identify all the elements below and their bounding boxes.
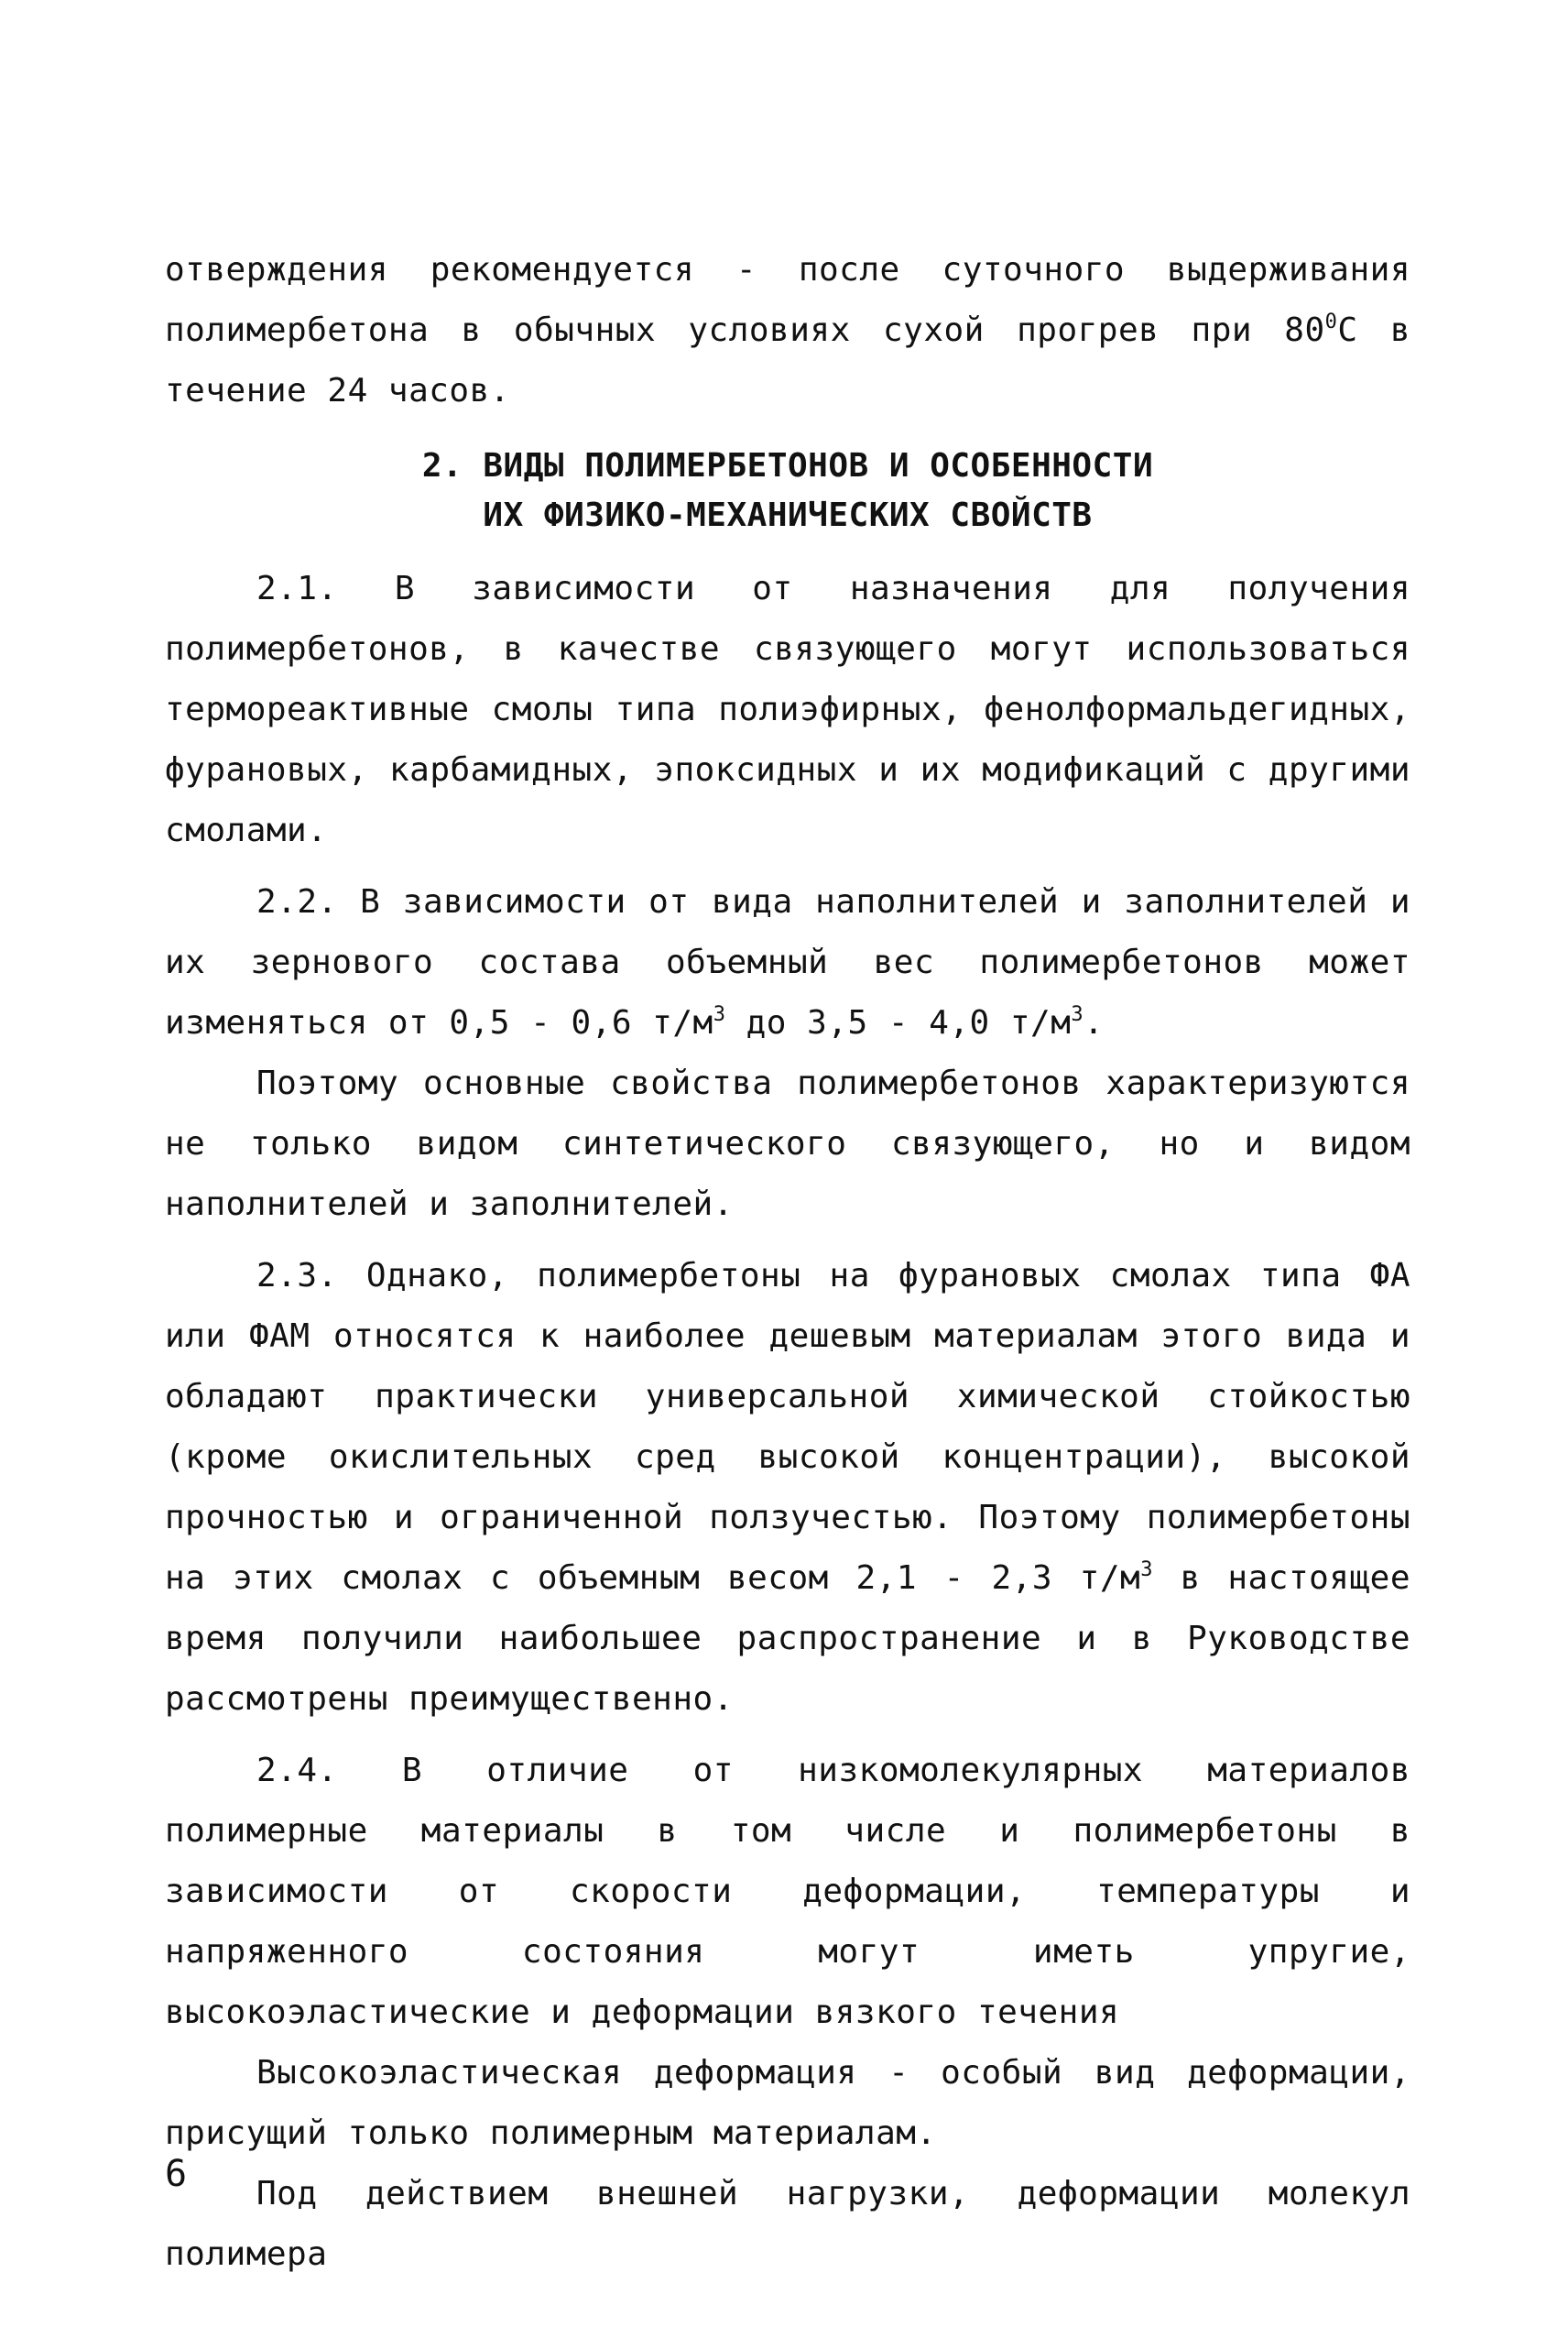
paragraph-2-1: 2.1. В зависимости от назначения для получения полимербетонов, в качестве связующего могут использоваться термореактивные смолы типа полиэфирных, фенолформальдегидных, фурановых, карбамидных, эпоксидных и их модификаций с другими смолами. — [165, 570, 1410, 849]
section-title-line-1: 2. ВИДЫ ПОЛИМЕРБЕТОНОВ И ОСОБЕННОСТИ — [421, 447, 1154, 485]
intro-paragraph — [165, 240, 1410, 421]
intro-text: отверждения рекомендуется - после суточного выдерживания полимербетона в обычных условиях сухой прогрев при $80^0С$ в течение 24 часов. — [165, 251, 1410, 410]
paragraph-2-4-continued: Высокоэластическая деформация - особый вид деформации, присущий только полимерным материалам. — [165, 2054, 1410, 2152]
section-title — [165, 442, 1410, 541]
paragraph-2-2-continued: Поэтому основные свойства полимербетонов характеризуются не только видом синтетического связующего, но и видом наполнителей и заполнителей. — [165, 1065, 1410, 1223]
paragraph-2-4: 2.4. В отличие от низкомолекулярных материалов полимерные материалы в том числе и полимербетоны в зависимости от скорости деформации, температуры и напряженного состояния могут иметь упругие, высокоэластические и деформации вязкого течения — [165, 1752, 1410, 2031]
page-number: 6 — [165, 2153, 188, 2195]
body-text — [165, 559, 1410, 2285]
paragraph-2-3: 2.3. Однако, полимербетоны на фурановых смолах типа ФА или ФАМ относятся к наиболее дешевым материалам этого вида и обладают практически универсальной химической стойкостью (кроме окислительных сред высокой концентрации), высокой прочностью и ограниченной ползучестью. Поэтому полимербетоны на этих смолах с объемным весом 2,1 - 2,3 $т/м^3$ в настоящее время получили наибольшее распространение и в Руководстве рассмотрены преимущественно. — [165, 1257, 1410, 1718]
section-title-line-2: ИХ ФИЗИКО-МЕХАНИЧЕСКИХ СВОЙСТВ — [483, 497, 1093, 534]
paragraph-2-4-final: Под действием внешней нагрузки, деформации молекул полимера — [165, 2175, 1410, 2273]
paragraph-2-2: 2.2. В зависимости от вида наполнителей и заполнителей и их зернового состава объемный вес полимербетонов может изменяться от 0,5 - 0,6 $т/м^3$ до 3,5 - 4,0 $т/м^3$. — [165, 883, 1410, 1042]
